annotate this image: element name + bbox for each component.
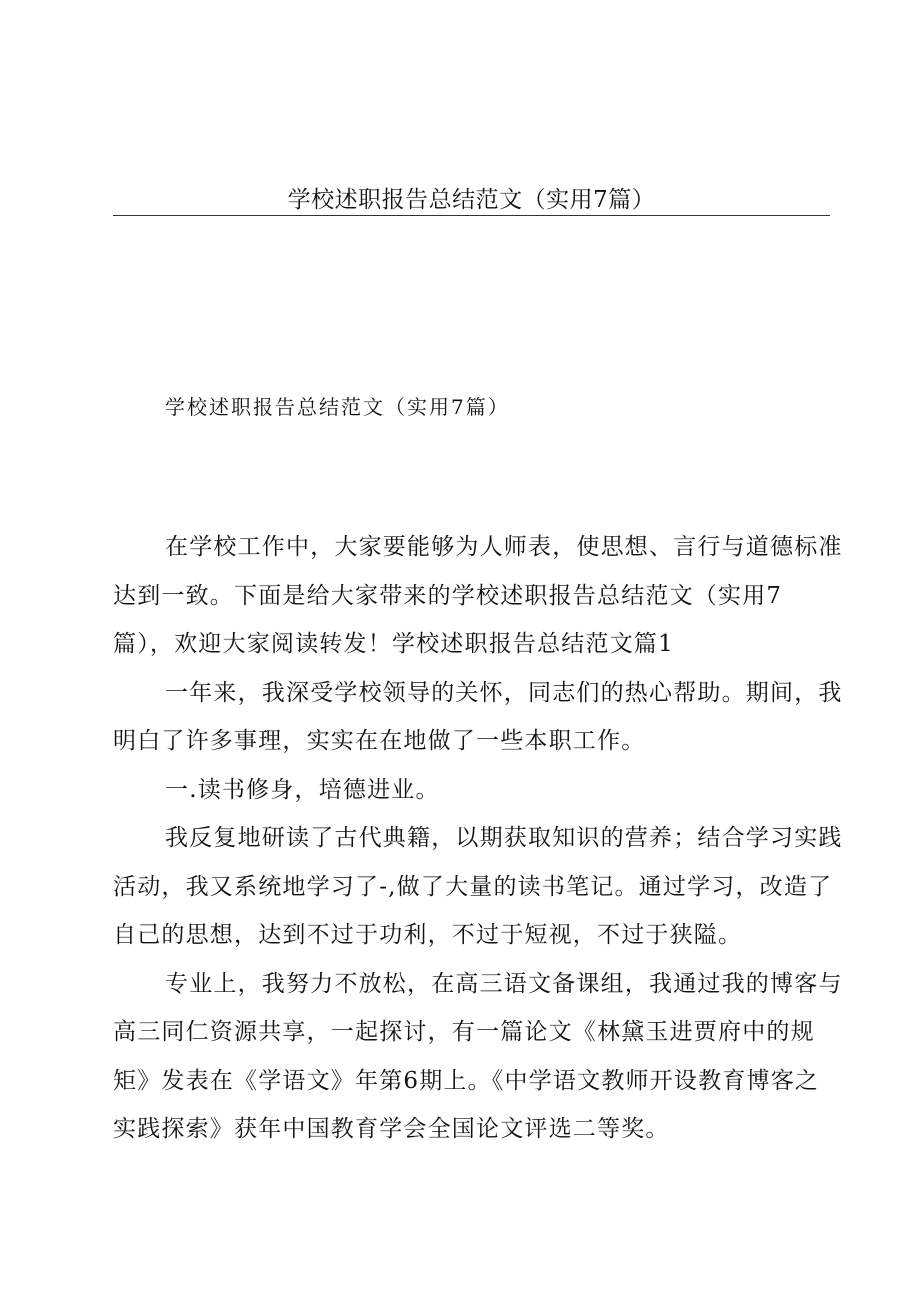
text-line: 达到一致。下面是给大家带来的学校述职报告总结范文（实用7 bbox=[113, 582, 783, 609]
text-line: 一年来，我深受学校领导的关怀，同志们的热心帮助。期间，我 bbox=[165, 679, 843, 706]
page-header-title: 学校述职报告总结范文（实用7篇） bbox=[287, 187, 656, 213]
text-line: 专业上，我努力不放松，在高三语文备课组，我通过我的博客与 bbox=[165, 970, 843, 997]
text-line: 篇），欢迎大家阅读转发！学校述职报告总结范文篇1 bbox=[113, 631, 674, 657]
text-line: 自己的思想，达到不过于功利，不过于短视，不过于狭隘。 bbox=[113, 922, 743, 948]
text-line: 我反复地研读了古代典籍，以期获取知识的营养；结合学习实践 bbox=[165, 825, 843, 851]
document-body bbox=[113, 530, 843, 1161]
header-divider bbox=[113, 215, 830, 216]
text-line: 高三同仁资源共享，一起探讨，有一篇论文《林黛玉进贾府中的规 bbox=[113, 1019, 815, 1045]
text-line: 一.读书修身，培德进业。 bbox=[165, 776, 440, 803]
text-line: 实践探索》获年中国教育学会全国论文评选二等奖。 bbox=[113, 1116, 670, 1142]
text-line: 活动，我又系统地学习了-,做了大量的读书笔记。通过学习，改造了 bbox=[113, 873, 833, 900]
document-heading: 学校述职报告总结范文（实用7篇） bbox=[165, 395, 510, 419]
text-line: 在学校工作中，大家要能够为人师表，使思想、言行与道德标准 bbox=[165, 534, 843, 560]
text-line: 矩》发表在《学语文》年第6期上。《中学语文教师开设教育博客之 bbox=[113, 1067, 820, 1094]
text-line: 明白了许多事理，实实在在地做了一些本职工作。 bbox=[113, 728, 646, 754]
